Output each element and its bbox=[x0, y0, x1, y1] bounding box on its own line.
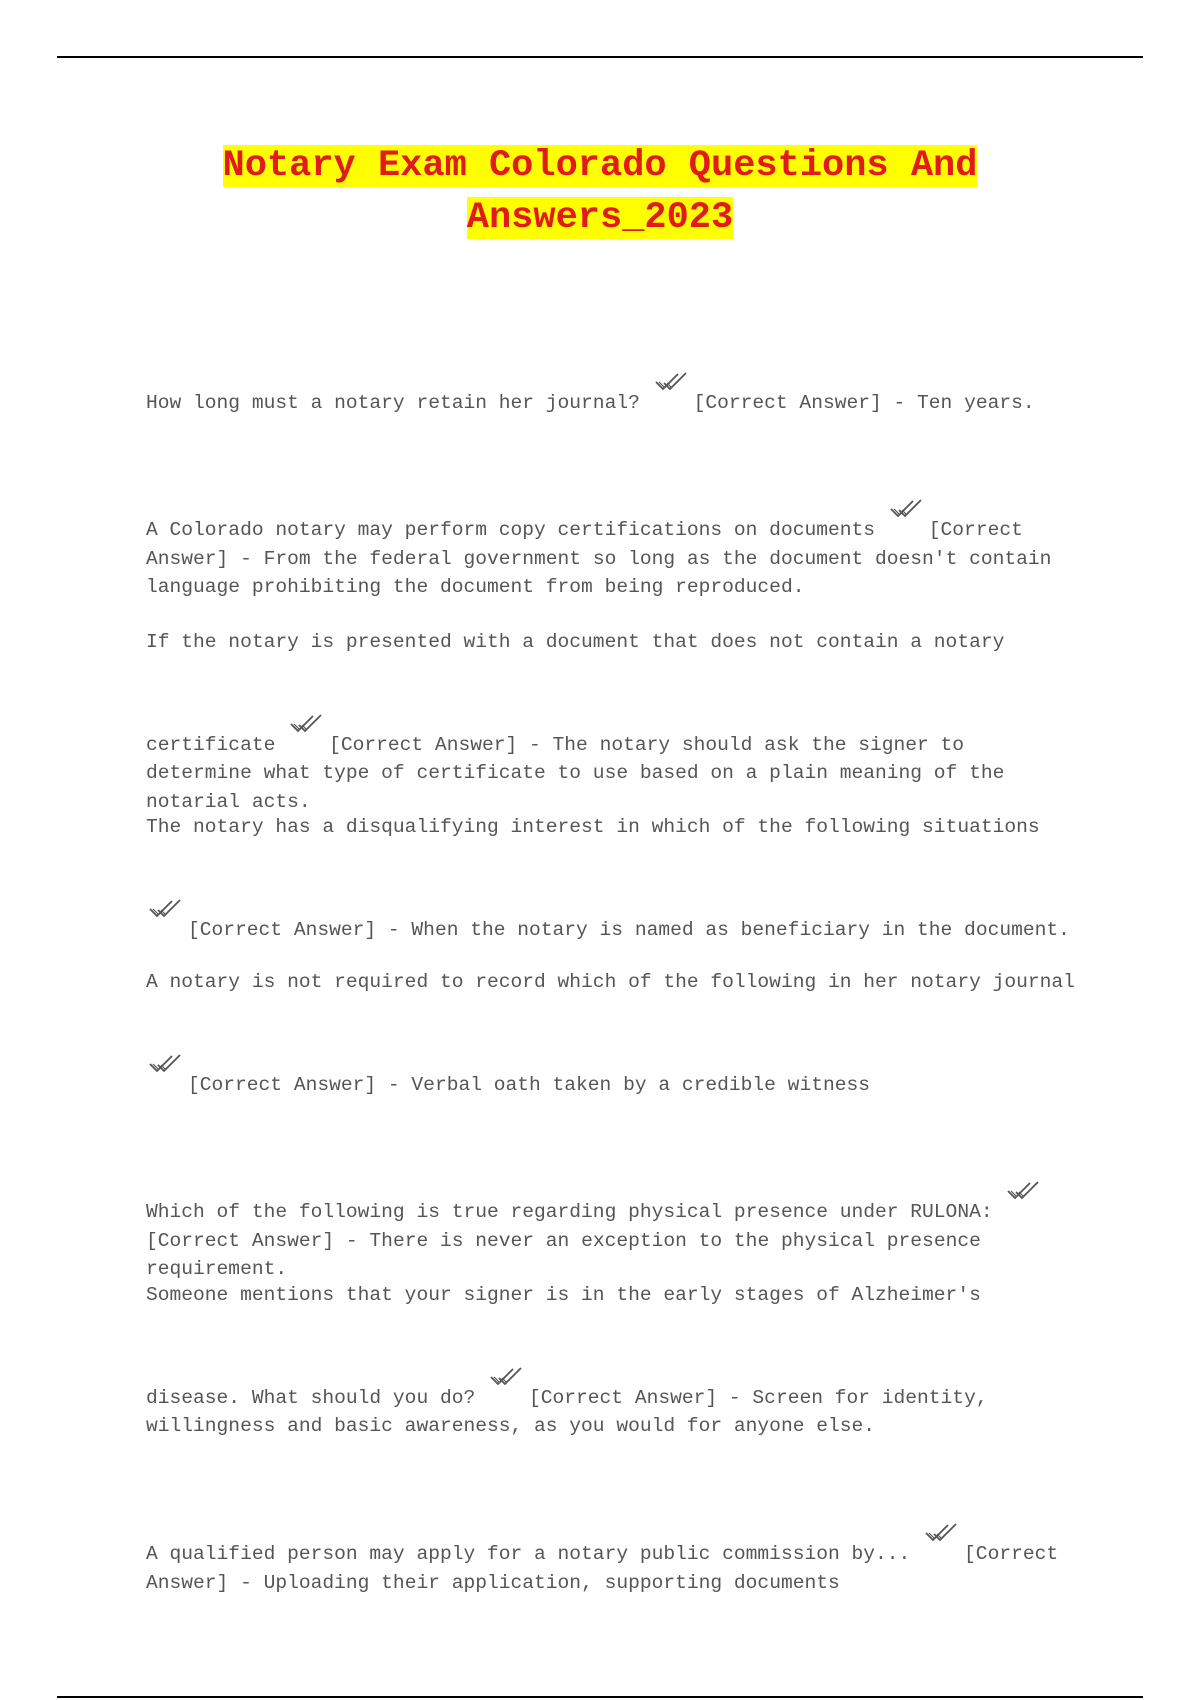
bottom-rule bbox=[57, 1696, 1143, 1698]
qa-answer-label: [Correct Answer] - bbox=[529, 1386, 741, 1409]
qa-answer: Uploading their application, supporting documents bbox=[263, 1571, 840, 1594]
qa-item bbox=[146, 1124, 1076, 1284]
double-check-icon bbox=[148, 997, 182, 1017]
qa-answer: Verbal oath taken by a credible witness bbox=[411, 1073, 870, 1096]
double-check-icon bbox=[889, 442, 923, 462]
qa-answer: When the notary is named as beneficiary in the document. bbox=[411, 918, 1070, 941]
qa-item bbox=[146, 315, 1076, 418]
qa-answer-label: [Correct Answer] - bbox=[146, 519, 1035, 570]
qa-question: Someone mentions that your signer is in the early stages of Alzheimer's disease. What should you do? bbox=[146, 1284, 993, 1409]
qa-question: A notary is not required to record which of the following in her notary journal bbox=[146, 971, 1075, 993]
double-check-icon bbox=[1006, 1124, 1040, 1144]
qa-question: A qualified person may apply for a notary public commission by... bbox=[146, 1543, 911, 1565]
qa-answer-label: [Correct Answer] - bbox=[329, 733, 541, 756]
qa-item bbox=[146, 813, 1076, 944]
qa-item bbox=[146, 1466, 1076, 1597]
qa-answer: Screen for identity, willingness and basic awareness, as you would for anyone else. bbox=[146, 1386, 1000, 1437]
qa-answer-label: [Correct Answer] - bbox=[146, 1229, 358, 1252]
qa-question: How long must a notary retain her journal? bbox=[146, 392, 640, 414]
qa-answer-label: [Correct Answer] - bbox=[693, 392, 906, 414]
document-title bbox=[100, 140, 1100, 244]
qa-answer: The notary should ask the signer to determine what type of certificate to use based on a plain meaning of the notarial acts. bbox=[146, 733, 1017, 813]
qa-question: Which of the following is true regarding physical presence under RULONA: bbox=[146, 1201, 993, 1223]
top-rule bbox=[57, 56, 1143, 58]
qa-answer: From the federal government so long as the document doesn't contain language prohibiting the document from being reproduced. bbox=[146, 547, 1064, 598]
qa-question: The notary has a disqualifying interest in which of the following situations bbox=[146, 816, 1040, 838]
qa-question: A Colorado notary may perform copy certifications on documents bbox=[146, 519, 876, 541]
qa-answer: Ten years. bbox=[917, 392, 1035, 414]
qa-answer-label: [Correct Answer] - bbox=[146, 1543, 1070, 1594]
qa-answer-label: [Correct Answer] - bbox=[188, 1073, 400, 1096]
double-check-icon bbox=[289, 657, 323, 677]
double-check-icon bbox=[489, 1310, 523, 1330]
qa-item bbox=[146, 628, 1076, 816]
qa-item bbox=[146, 442, 1076, 602]
qa-item bbox=[146, 968, 1076, 1099]
title-line-2: Answers_2023 bbox=[466, 197, 734, 239]
qa-answer: There is never an exception to the physical presence requirement. bbox=[146, 1229, 993, 1280]
title-line-1: Notary Exam Colorado Questions And bbox=[222, 145, 978, 187]
qa-question: If the notary is presented with a document that does not contain a notary certificate bbox=[146, 631, 1017, 756]
qa-answer-label: [Correct Answer] - bbox=[188, 918, 400, 941]
qa-item bbox=[146, 1281, 1076, 1441]
double-check-icon bbox=[924, 1466, 958, 1486]
double-check-icon bbox=[654, 315, 688, 335]
double-check-icon bbox=[148, 842, 182, 862]
